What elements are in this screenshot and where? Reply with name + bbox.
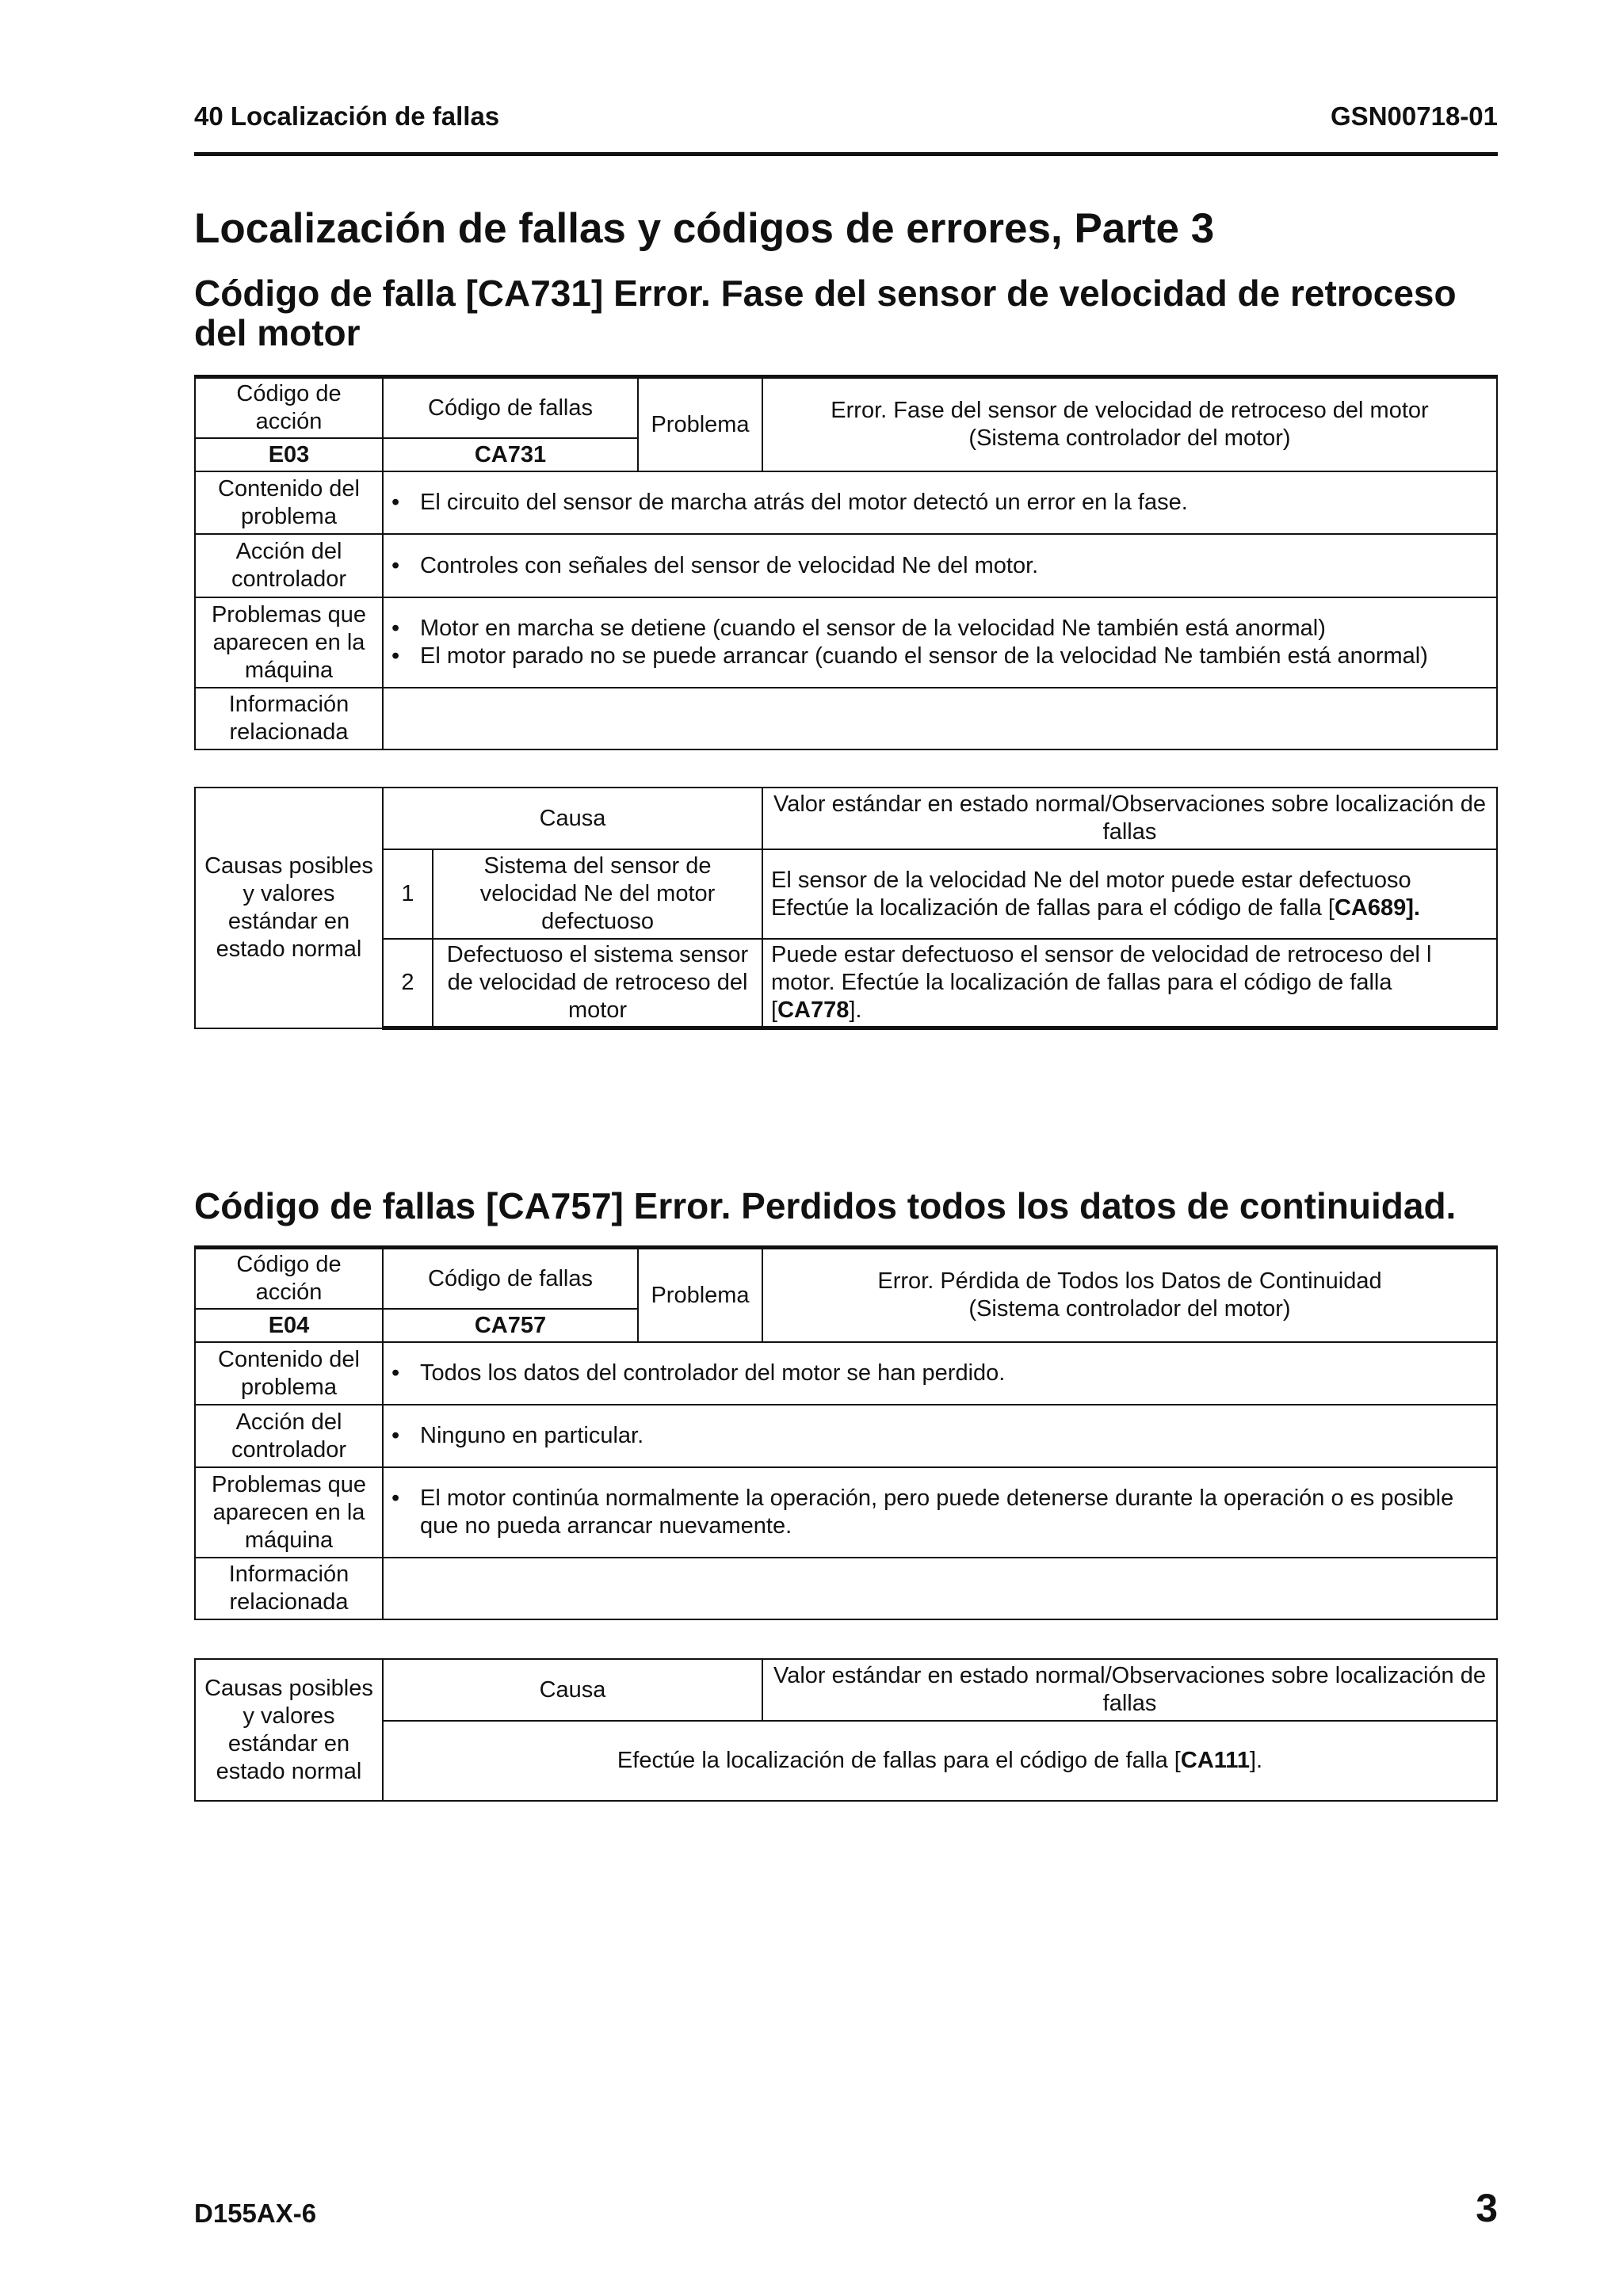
- remark-code: CA689: [1334, 894, 1407, 921]
- value-header: Valor estándar en estado normal/Observaciones sobre localización de fallas: [762, 1659, 1497, 1721]
- controller-cell: [383, 1405, 1497, 1467]
- info-table-ca757: [194, 1245, 1498, 1620]
- cause-number: 2: [383, 939, 433, 1028]
- info-table-ca731: [194, 375, 1498, 750]
- controller-bullet: • Ninguno en particular.: [391, 1423, 644, 1448]
- remark-code-line: [771, 894, 1488, 922]
- header-rule: [194, 152, 1498, 156]
- cause-header: Causa: [383, 1659, 762, 1721]
- cause-text: Defectuoso el sistema sensor de velocidad de retroceso del motor: [433, 939, 762, 1028]
- problem-description: [762, 377, 1497, 472]
- content-label: Contenido del problema: [195, 471, 383, 534]
- cause-header: Causa: [383, 788, 762, 849]
- related-info-label: Información relacionada: [195, 1558, 383, 1619]
- problem-text-line-1: Error. Pérdida de Todos los Datos de Continuidad: [877, 1268, 1382, 1294]
- content-cell: [383, 471, 1497, 534]
- cause-number: 1: [383, 849, 433, 939]
- machine-cell: [383, 1467, 1497, 1558]
- note-code: CA111: [1180, 1748, 1250, 1773]
- controller-label: Acción del controlador: [195, 1405, 383, 1467]
- fault-code-label: Código de fallas: [383, 1248, 638, 1310]
- cause-remark: [762, 939, 1497, 1028]
- remark-post: ].: [1406, 894, 1420, 921]
- problem-text-line-2: (Sistema controlador del motor): [968, 425, 1291, 451]
- note-pre: Efectúe la localización de fallas para el código de falla [: [617, 1748, 1181, 1773]
- cause-note: [383, 1721, 1497, 1801]
- machine-label: Problemas que aparecen en la máquina: [195, 1467, 383, 1558]
- section-title-ca731: Código de falla [CA731] Error. Fase del sensor de velocidad de retroceso del motor: [194, 273, 1457, 353]
- page-title: Localización de fallas y códigos de errores, Parte 3: [194, 205, 1215, 252]
- machine-label: Problemas que aparecen en la máquina: [195, 597, 383, 688]
- related-info-value: [383, 1558, 1497, 1619]
- problem-description: [762, 1248, 1497, 1343]
- remark-post: ].: [849, 997, 862, 1023]
- content-bullet: • Todos los datos del controlador del motor se han perdido.: [391, 1360, 1006, 1386]
- controller-text: Controles con señales del sensor de velocidad Ne del motor.: [420, 552, 1039, 578]
- causes-label: Causas posibles y valores estándar en estado normal: [195, 1659, 383, 1801]
- problem-label: Problema: [638, 1248, 762, 1343]
- content-cell: [383, 1342, 1497, 1405]
- controller-label: Acción del controlador: [195, 534, 383, 597]
- note-post: ].: [1249, 1748, 1263, 1773]
- controller-cell: [383, 534, 1497, 597]
- controller-text: Ninguno en particular.: [420, 1423, 644, 1448]
- machine-cell: [383, 597, 1497, 688]
- related-info-value: [383, 688, 1497, 749]
- action-code-label: Código de acción: [195, 1248, 383, 1310]
- content-text: Todos los datos del controlador del motor se han perdido.: [420, 1360, 1006, 1386]
- cause-table-ca757: [194, 1658, 1498, 1802]
- page-number: 3: [1476, 2186, 1498, 2230]
- fault-code-label: Código de fallas: [383, 377, 638, 439]
- machine-bullet-1: • Motor en marcha se detiene (cuando el sensor de la velocidad Ne también está anormal): [391, 616, 1326, 641]
- cause-table-ca731: [194, 787, 1498, 1030]
- remark-code: CA778: [777, 997, 850, 1023]
- footer-model: D155AX-6: [194, 2199, 317, 2228]
- machine-bullet-1: • El motor continúa normalmente la operación, pero puede detenerse durante la operación o es posible que no pueda arrancar nuevamente.: [391, 1485, 1488, 1540]
- action-code-value: E03: [195, 438, 383, 471]
- related-info-label: Información relacionada: [195, 688, 383, 749]
- controller-bullet: • Controles con señales del sensor de velocidad Ne del motor.: [391, 552, 1039, 578]
- content-label: Contenido del problema: [195, 1342, 383, 1405]
- action-code-value: E04: [195, 1309, 383, 1342]
- value-header: Valor estándar en estado normal/Observaciones sobre localización de fallas: [762, 788, 1497, 849]
- problem-label: Problema: [638, 377, 762, 472]
- cause-text: Sistema del sensor de velocidad Ne del motor defectuoso: [433, 849, 762, 939]
- content-text: El circuito del sensor de marcha atrás del motor detectó un error en la fase.: [420, 490, 1188, 515]
- remark-pre: [: [771, 997, 778, 1023]
- remark-code-line: [771, 997, 1488, 1024]
- causes-label: Causas posibles y valores estándar en estado normal: [195, 788, 383, 1028]
- remark-pre: Efectúe la localización de fallas para el código de falla [: [771, 894, 1335, 921]
- cause-remark: [762, 849, 1497, 939]
- remark-line: El sensor de la velocidad Ne del motor puede estar defectuoso: [771, 867, 1411, 893]
- problem-text-line-2: (Sistema controlador del motor): [968, 1296, 1291, 1322]
- machine-bullet-2: • El motor parado no se puede arrancar (cuando el sensor de la velocidad Ne también está anormal): [391, 643, 1428, 669]
- problem-text-line-1: Error. Fase del sensor de velocidad de retroceso del motor: [831, 398, 1429, 423]
- remark-line: Puede estar defectuoso el sensor de velocidad de retroceso del l motor. Efectúe la localización de fallas para el código de falla: [771, 942, 1432, 995]
- content-bullet: • El circuito del sensor de marcha atrás del motor detectó un error en la fase.: [391, 490, 1188, 515]
- section-title-ca757: Código de fallas [CA757] Error. Perdidos todos los datos de continuidad.: [194, 1185, 1457, 1226]
- machine-text-1: Motor en marcha se detiene (cuando el sensor de la velocidad Ne también está anormal): [420, 616, 1326, 641]
- machine-text-2: El motor parado no se puede arrancar (cuando el sensor de la velocidad Ne también está anormal): [420, 643, 1428, 669]
- fault-code-value: CA757: [383, 1309, 638, 1342]
- header-doc-code: GSN00718-01: [1331, 101, 1498, 131]
- header-section: 40 Localización de fallas: [194, 101, 500, 131]
- action-code-label: Código de acción: [195, 377, 383, 439]
- fault-code-value: CA731: [383, 438, 638, 471]
- machine-text-1: El motor continúa normalmente la operación, pero puede detenerse durante la operación o es posible que no pueda arrancar nuevamente.: [420, 1486, 1454, 1539]
